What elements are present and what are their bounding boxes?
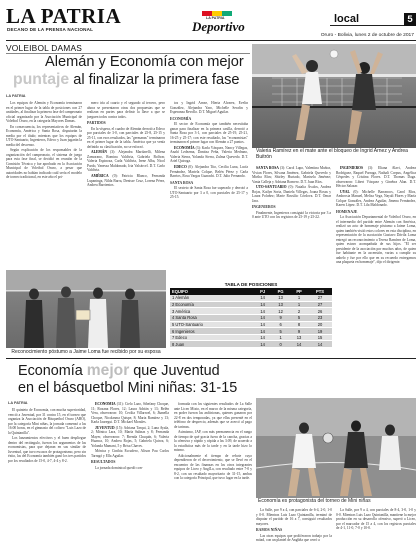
standings-cell-pj: 14	[254, 321, 271, 328]
story1-col4-body3: Finalmente, Ingenieros consiguió la victoria por 3 a 0 ante UTO con los registros de 25-19 y 25-22.	[252, 210, 331, 220]
kicker: VOLEIBOL DAMAS	[6, 43, 83, 53]
story2-col2-head1: ECONOMÍA	[95, 402, 116, 406]
story1-col2-body1: En la víspera, el cuadro de Alemán derrotó a Edeco por parciales de 3-0, con parciales de 25-8, 25-15 y 25-11, con esos resultados, las "germanas" terminaron en el primer lugar de la tabla. América que ya venía definido su clasificación, no se esforzó.	[87, 126, 165, 149]
byline-1: LA PATRIA	[6, 94, 26, 98]
standings-cell-pj: 14	[254, 334, 271, 341]
story1-col5	[336, 166, 416, 342]
standings-row	[170, 295, 332, 302]
story1-col5-head3: HOMENAJE	[336, 209, 358, 214]
story1-col4-head1: SANTA ROSA	[256, 166, 279, 170]
standings-cell-team: 8 Juan	[170, 341, 254, 348]
photo-volleyball-spike-image	[252, 44, 416, 148]
story1-col2-head3: AMÉRICA	[91, 174, 109, 179]
photo-3-caption: Economía es protagonista del torneo de Mini niñas	[258, 498, 371, 504]
story2-col3-p2: Asimismo, JAP, con más permanencia en el rango de tiempo de qué gracia fuera de la cancha, gracias a la ofensiva y rápido y rápida a las 3:09, de acuerdo a la estadística más de la tarde y en la tarde hizo lo mismo.	[174, 430, 252, 453]
standings-cell-pts: 19	[308, 328, 332, 335]
photo-homage	[6, 270, 166, 348]
story1-col1-p2: En consecuencia, los representativos de Alemán, Economía, América y Santa Rosa, disputarán la media por el título; mientras que los equipos de UTO-Santuario, Ingenieros, Edeco y Juan jugarán la media del descenso.	[6, 124, 82, 147]
story2-col2-head2: JUVENTUD	[95, 425, 115, 430]
photo-basketball-image	[256, 398, 416, 498]
page-number: 5	[404, 13, 416, 26]
brand-logo: LA PATRIA	[6, 4, 122, 28]
headline-1-highlight: puntaje	[13, 71, 70, 88]
story2-col3-p3: Adicionalmente el tiempo de rebote cuyo dependieron de el decrecimiento, que se llevó en el encuentro de las finanzas en los otros integrantes equipos de Liceo y AnglLa, con resultado entre 7-0 y 8-2, con un resultado mayoritario de 31-15, ambas con la categoría Principal, que tuvo lugar en la tarde.	[174, 453, 252, 481]
standings-cell-pp: 8	[290, 321, 308, 328]
masthead	[0, 0, 420, 40]
story1-col3-head3: EDECO	[174, 165, 187, 170]
story1-col3-head1: ECONOMÍA	[170, 116, 192, 121]
standings-cell-pts: 14	[308, 341, 332, 348]
header-pts: PTS	[308, 288, 332, 295]
story2-col4-p1: La Salle, por 9 a 4, con parciales de 6-4, 2-0, 1-0 y 0-0. Mientras Luis Lazo Quintanilla, terminó de disputar el partido de 16 a 7, consiguió resultados mayores.	[256, 508, 332, 526]
article-2-rule	[6, 358, 416, 359]
standings-cell-pg: 5	[271, 328, 290, 335]
byline-2: LA PATRIA	[8, 401, 28, 405]
standings-cell-pp: 2	[290, 308, 308, 315]
photo-volleyball-spike	[252, 44, 416, 148]
standings-cell-team: 4 Santa Rosa	[170, 315, 254, 322]
brand-tagline: DECANO DE LA PRENSA NACIONAL	[7, 27, 94, 32]
standings-row	[170, 315, 332, 322]
standings-cell-pj: 14	[254, 301, 271, 308]
standings-row	[170, 321, 332, 328]
story2-col4-head1: RAMOS NIÑAS	[256, 528, 283, 532]
badge-small-label: LA PATRIA	[206, 16, 225, 20]
header-equipo: EQUIPO	[170, 288, 254, 295]
story1-col4-head2: UTO-SANTUARIO	[256, 185, 287, 190]
photo-2-caption: Reconocimiento póstumo a Jaime Loma fue recibido por su esposa	[11, 349, 161, 355]
story2-col2-head3: RESULTADOS	[91, 460, 116, 465]
story1-col2-p1: mero iría al cuarto y el segundo al tercero, pero ahora se presentaron otras dos propuestas que se realizan en partes para definir la llave a que se jueguen todos contra todos.	[87, 101, 165, 119]
story1-col1-p1: Los equipos de Alemán y Economía terminaron en el primer lugar de la tabla de posiciones con 27 unidades, al finalizar la primera fase del campeonato oficial organizado por la Asociación Municipal de Voleibol Oruro, en la categoría Mayores Damas.	[6, 101, 82, 123]
standings-body	[170, 295, 332, 348]
story1-col2-body3: (0): Patricia Blanco, Fernanda Lupaninga, Nilda Barra, Denisse Cruz, Lorena Pérez, Andrea Barrientos.	[87, 174, 165, 188]
story2-col2-body3: La jornada dominical quedó con-	[95, 466, 143, 471]
standings-cell-pts: 15	[308, 334, 332, 341]
story1-col5-body3: La Asociación Departamental de Voleibol Oruro, en el intermedio del partido entre Alemán con América, realizó un acto de homenaje póstumo a Jaime Loma, quien también vistió estos colores en esta disciplina, en representación de la asociación Gustavo Dávila Loma entregó un reconocimiento a Teresa Ramírez de Loma, quien estuvo acompañada de sus hijos. "El ser presidente de la asociación por muchos años, de quien fue habitante en la ascensión, varias a cumplir su anhelo y fue por ello que en su recuerdo entregamos una plaqueta en homenaje", dijo el dirigente.	[336, 215, 416, 265]
headline-2-post: que Juventud	[129, 363, 220, 379]
standings-cell-pp: 9	[290, 328, 308, 335]
story1-col3-body4: El sexteto de Santa Rosa fue superado y derrotó a UTO-Santuario por 3 a 0, con parciales de 25-17 y 25-15.	[170, 186, 248, 200]
standings-cell-pj: 14	[254, 295, 271, 302]
standings-cell-pg: 0	[271, 341, 290, 348]
masthead-rule	[6, 40, 416, 41]
standings-cell-pg: 9	[271, 315, 290, 322]
story2-col3	[174, 402, 252, 542]
story2-col2-more: Mónica y Cinthia Escudero, Alison Pau Carlos Tarragó y Ella Aguilar.	[91, 449, 169, 458]
photo-homage-image	[6, 270, 166, 348]
story1-col4-body2: (0): Natalia Ávalos, Andrea Rojas, Katlyn Soria, Daniela Villegas, Joana Rosas y Laura Poloñez; Marie Rossilio Córdova. D.T. Omar Jara.	[252, 185, 331, 203]
story1-col3	[170, 101, 248, 281]
headline-1-line-1: Alemán y Economía con mejor	[45, 54, 244, 70]
standings-row	[170, 308, 332, 315]
story2-col3-p1: formada con los siguientes resultados de La Salle ante Liceo Mixto, en el marco de la misma categoría, en poder fueron las anfitrionas, quienes ganaron por 22-8 en dos temporadas, ya que ellas presenté en el teléfono de desprecio, además que se acercó al pago de tarimas.	[174, 402, 252, 429]
story1-col1-p3: Según explicación de los responsables de la organización del campeonato, el sistema de juego para esta fase final, se decidió en reunión de la Comisión Técnica y fue aprobado en la Asociación Municipal de Voleibol Oruro, a pesar que autoridades no habían indicado cuál sería el modelo de torneo tradicional, en este año el pri-	[6, 148, 82, 180]
story1-col3-body1: El sector de Economía que también necesitaba ganar para finalizar en la primera casilla, derrotó a Santa Rosa por 3-1, con parciales de 25-19, 25-21, 16-25 y 25-17; con este resultado, las "economistas" terminaron el primer lugar con Alemán a 27 puntos.	[170, 122, 248, 145]
standings-cell-team: 3 América	[170, 308, 254, 315]
standings-cell-pg: 13	[271, 295, 290, 302]
deportivo-badge	[192, 11, 244, 33]
headline-1-rest: al finalizar la primera fase	[69, 72, 240, 88]
standings-grid	[170, 288, 332, 348]
standings-cell-pp: 14	[290, 341, 308, 348]
story2-col5-p1: La Salle, por 9 a 4, con parciales de 8-4, 3-0, 1-0 y 0-0. Mientras Luis Lazo Quintanilla, mantiene la mejor producción en su desarrollo ofensivo, superó a Liceo, por el marcador de 15 a 4, con los registros parciales de 4-1, 11-0, 7-0 y 10-0.	[336, 508, 416, 530]
standings-cell-pts: 27	[308, 301, 332, 308]
headline-2-highlight: mejor	[86, 362, 130, 379]
story1-col5-head2: UYAL	[340, 189, 350, 194]
story2-col2-body2: (15): Adriana Tarqui, 2; Luna Ayala, 2; Mónica Lara, 10; María Salinas y 8; Fernanda Mayer, observaron: 7; Brenda Chuquín, 6; Valeria Huanca, 10; Andrea Rojas, 5; Gabriela Quiroz, 6; Yolanda Mamani, 5 y Brisa Chaves.	[91, 425, 169, 448]
story1-col3-head4: SANTA ROSA	[170, 180, 194, 185]
standings-cell-pts: 23	[308, 315, 332, 322]
headline-1-line-2	[13, 71, 240, 89]
story1-col4	[252, 166, 331, 276]
standings-header-row	[170, 288, 332, 295]
story2-col4	[256, 508, 332, 544]
section-tab	[330, 14, 406, 26]
standings-cell-pj: 14	[254, 315, 271, 322]
standings-cell-team: 1 Alemán	[170, 295, 254, 302]
story2-col2	[91, 402, 169, 542]
standings-row	[170, 301, 332, 308]
story1-col3-body2: (3): Karla Vásquez, Nancy Villegas, Anahí Ledezma, Danitza Peña, Valeria Medrano, Valeria Sierra, Yolanda Sierra, Zulma Quevedo. D.T. Ariel Quiroga.	[170, 145, 248, 164]
kicker-rule	[6, 53, 250, 54]
story2-col1-p1: El quinteto de Economía, con mucha superioridad, venció a Juventud, por 31 contra 15, en el torneo que organiza la Asociación de Básquetbol Oruro (ABO), por la categoría Mini niñas, la jornada comenzó a las 16:00 horas, en el gimnasio del coliseo "Luis Lazo de la Quintanilla".	[8, 408, 86, 435]
standings-table	[170, 282, 332, 348]
standings-cell-pts: 26	[308, 308, 332, 315]
story1-col4-head3: INGENIEROS	[252, 205, 276, 210]
story1-col2-head1: PARTIDOS	[87, 121, 106, 125]
badge-name: Deportivo	[192, 19, 245, 34]
headline-2-pre: Economía	[18, 363, 87, 379]
standings-cell-pg: 12	[271, 308, 290, 315]
story1-col2-head2: ALEMÁN	[91, 150, 107, 155]
standings-cell-pg: 6	[271, 321, 290, 328]
story1-col5-body2: (0): Michelle Barrancos, Carol Ríos, Ambrosia Manuel, Melisa Vega, Nayali Flores y María Colque Gonzáles, Andrea Aguilar, Jimena Fernández, Karen López. D.T. Lila Maldonado.	[336, 189, 416, 208]
standings-cell-pp: 13	[290, 334, 308, 341]
standings-cell-team: 2 Economía	[170, 301, 254, 308]
dateline: Oruro - Bolivia, lunes 2 de octubre de 2017	[320, 33, 414, 38]
standings-row	[170, 334, 332, 341]
standings-cell-pg: 13	[271, 301, 290, 308]
standings-cell-pts: 20	[308, 321, 332, 328]
standings-cell-team: 6 Ingenieros	[170, 328, 254, 335]
photo-1-caption: Valeria Ramírez en el mate ante el bloqueo de Ingrid Arnez y Andrea Buitrón	[256, 148, 408, 160]
standings-cell-pg: 1	[271, 334, 290, 341]
standings-cell-pts: 27	[308, 295, 332, 302]
story2-col4-body1: Las otras equipos que proliferaron trabajo por la mitad, con un plantel de Angliña que cerró a	[256, 533, 332, 543]
header-pj: PJ	[254, 288, 271, 295]
story1-col4-body1: (3): Carol Lupo, Valentina Muñoz, Vivian Flores, Silvana Jiménez, Gabriela Quevedo y Mirtha Ríos; Shirley Hurtado, Marisela Jiménez; Vania Calleja y Adriana Romero. D.T. Juan Ríos.	[252, 166, 331, 184]
header-pg: PG	[271, 288, 290, 295]
section-label: local	[334, 13, 360, 25]
standings-row	[170, 328, 332, 335]
story2-col5	[336, 508, 416, 544]
story2-col2-body1: (31): Cielo Lazo, Sthefany Choque, 11; Roxana Flores, 12; Laura Adrián y 13; Belén Vera, observaron: 10; Cecilia Villarroel, 6; Jhanella Choque, Nicolasma Quispe, 8; Maria Ramírez y 13; Karla Jauregui. D.T. Mickael Morales.	[91, 402, 169, 424]
standings-cell-team: 7 Edeco	[170, 334, 254, 341]
story1-col3-body3: (0): Alejandra Tito, Cecilia Luna, Lucía Fernández, Mariela Colque, Belén Pérez y Carla Barrios, Rosa Vargas Guarachi. D.T. Julio Fernando.	[170, 165, 248, 179]
story2-col1	[8, 408, 86, 542]
headline-2-line-1	[18, 362, 220, 380]
standings-cell-pp: 5	[290, 315, 308, 322]
standings-cell-pj: 14	[254, 328, 271, 335]
story1-col5-body1: (3): Eliana Alavi, Andrea Rodríguez, Raquel Parraga, Nathali Corpus, Angélica Céspedes y Cristina Flores. D.T. Thomas Daga. observaron: Libert Vásquez y Ginebra Alan. D.T. Héctor Salazar.	[336, 166, 416, 188]
story1-col3-p1: tos y Ingrid Arnez, Hieria Alvarez, Evelin González, Alejandra Yaro, Michelle Serafin y Esperanza Revollo. D.T. Miguel Aguilar.	[170, 101, 248, 114]
story1-col5-head1: INGENIEROS	[340, 166, 363, 170]
photo-basketball	[256, 398, 416, 498]
standings-cell-pp: 1	[290, 295, 308, 302]
standings-title: TABLA DE POSICIONES	[224, 282, 278, 287]
header-pp: PP	[290, 288, 308, 295]
standings-cell-pj: 14	[254, 308, 271, 315]
standings-row	[170, 341, 332, 348]
headline-2-line-2: en el básquetbol Mini niñas: 31-15	[18, 380, 238, 396]
story1-col2-body2: (3): Alejandra Mardarelli, Milena Zamorano, Romina Valdivia, Gabriela Bolívar, Valeria Espinoza, Carla Valdivia, Irene Alba, Nicol Pardo, Vanessa Maldonado, Iria Valcárcel. D.T. Carlo Valdivia.	[87, 150, 165, 173]
standings-cell-pj: 14	[254, 341, 271, 348]
standings-cell-pp: 1	[290, 301, 308, 308]
standings-cell-team: 5 UTO-Santuario	[170, 321, 254, 328]
story2-col1-p2: Los lanzamientos efectivos y el buen despliegue dentro del rectángulo, fueron los argumentos de las economistas, para que dejaran en sus similar de Juventud, que tuvo escasos de protagonismo, pero sin éxito, las del Economía también ganó los tres partidos por los resultados de 15-0, 4-7, 4-4 y 8-2.	[8, 436, 86, 463]
story1-col3-head2: ECONOMÍA	[174, 145, 195, 150]
